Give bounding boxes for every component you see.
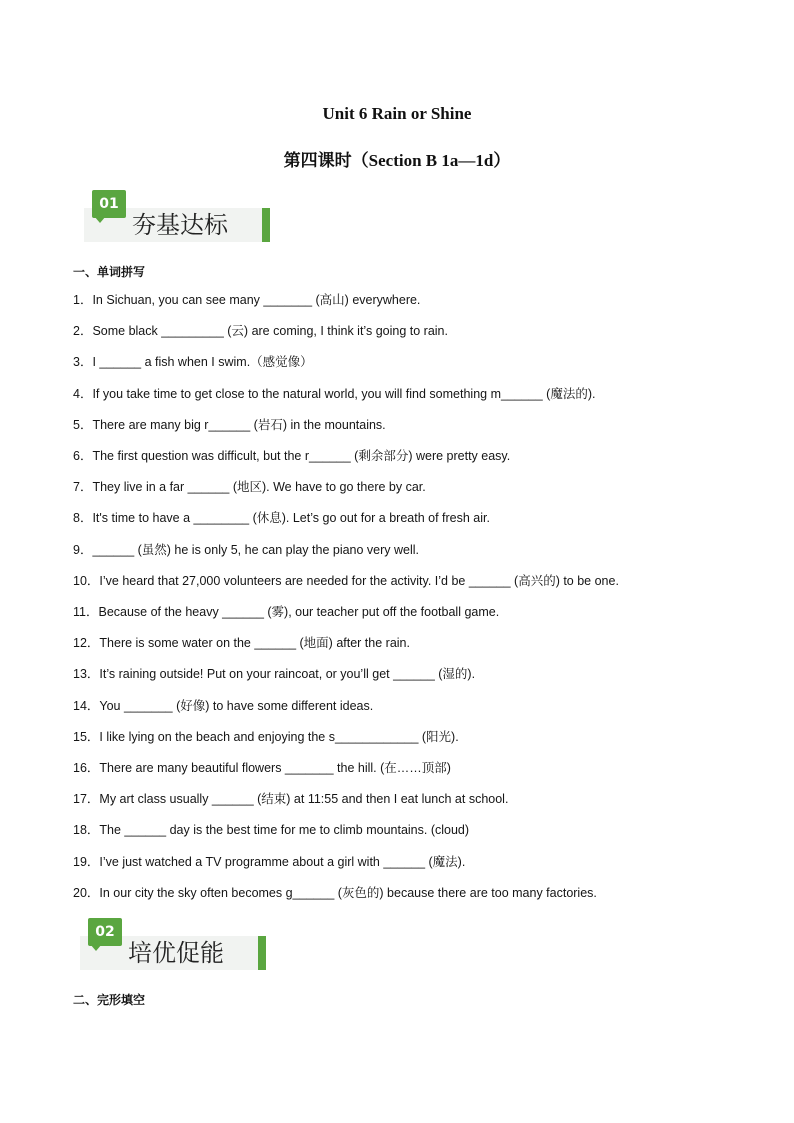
question-number: 5． bbox=[73, 417, 93, 432]
question-item bbox=[73, 290, 420, 308]
question-item bbox=[73, 602, 499, 620]
banner-accent-bar bbox=[258, 936, 266, 970]
question-item bbox=[73, 540, 419, 558]
question-text: They live in a far ______ (地区). We have to go there by car. bbox=[92, 480, 426, 495]
badge-tail bbox=[90, 944, 102, 951]
question-number: 14． bbox=[73, 698, 100, 713]
question-text: I’ve heard that 27,000 volunteers are needed for the activity. I’d be ______ (高兴的) to be one. bbox=[99, 573, 619, 588]
badge-tail bbox=[94, 216, 106, 223]
question-number: 10． bbox=[73, 573, 100, 588]
question-text: The ______ day is the best time for me to climb mountains. (cloud) bbox=[99, 823, 470, 838]
question-text: ______ (虽然) he is only 5, he can play the piano very well. bbox=[92, 542, 420, 557]
question-text: In our city the sky often becomes g______ (灰色的) because there are too many factories. bbox=[99, 885, 597, 900]
question-item bbox=[73, 446, 510, 464]
question-item bbox=[73, 664, 475, 682]
question-number: 20． bbox=[73, 885, 100, 900]
question-text: It’s raining outside! Put on your raincoat, or you’ll get ______ (湿的). bbox=[99, 667, 476, 682]
question-item bbox=[73, 758, 451, 776]
section-heading-spelling: 一、单词拼写 bbox=[73, 265, 146, 279]
question-number: 19． bbox=[73, 854, 100, 869]
question-number: 13． bbox=[73, 667, 100, 682]
question-text: In Sichuan, you can see many _______ (高山) everywhere. bbox=[92, 293, 421, 307]
question-text: You _______ (好像) to have some different ideas. bbox=[99, 698, 374, 713]
question-text: If you take time to get close to the natural world, you will find something m______ (魔法的). bbox=[92, 386, 596, 401]
question-number: 18． bbox=[73, 823, 100, 838]
question-number: 3． bbox=[73, 355, 93, 370]
question-number: 16． bbox=[73, 761, 100, 775]
question-text: Because of the heavy ______ (雾), our teacher put off the football game. bbox=[98, 605, 500, 619]
question-number: 15． bbox=[73, 729, 100, 744]
question-number: 17． bbox=[73, 792, 100, 807]
question-item bbox=[73, 415, 386, 433]
question-text: Some black _________ (云) are coming, I think it’s going to rain. bbox=[92, 324, 448, 339]
question-text: I’ve just watched a TV programme about a girl with ______ (魔法). bbox=[99, 854, 466, 869]
question-number: 12． bbox=[73, 636, 100, 651]
question-number: 4． bbox=[73, 386, 93, 401]
question-text: I like lying on the beach and enjoying the s____________ (阳光). bbox=[99, 729, 459, 744]
question-item bbox=[73, 321, 448, 339]
document-title: Unit 6 Rain or Shine bbox=[322, 104, 472, 123]
question-text: There are many beautiful flowers _______ the hill. (在……顶部) bbox=[99, 761, 451, 775]
question-number: 2． bbox=[73, 324, 93, 339]
question-item bbox=[73, 571, 619, 589]
question-item bbox=[73, 789, 508, 807]
question-item bbox=[73, 633, 410, 651]
question-text: My art class usually ______ (结束) at 11:55 and then I eat lunch at school. bbox=[99, 792, 509, 807]
question-number: 7． bbox=[73, 480, 93, 495]
question-text: I ______ a fish when I swim.（感觉像） bbox=[92, 355, 313, 370]
section-heading-cloze: 二、完形填空 bbox=[73, 993, 146, 1007]
question-number: 6． bbox=[73, 449, 93, 463]
question-text: The first question was difficult, but the r______ (剩余部分) were pretty easy. bbox=[92, 449, 511, 463]
banner-badge: 01 bbox=[92, 190, 126, 218]
question-item bbox=[73, 508, 490, 526]
section-banner-01 bbox=[84, 196, 274, 244]
question-item bbox=[73, 696, 373, 714]
banner-badge: 02 bbox=[88, 918, 122, 946]
question-item bbox=[73, 820, 469, 838]
question-text: It's time to have a ________ (休息). Let’s go out for a breath of fresh air. bbox=[92, 511, 490, 526]
question-text: There is some water on the ______ (地面) after the rain. bbox=[99, 636, 410, 651]
question-item bbox=[73, 384, 595, 402]
banner-title: 培优促能 bbox=[128, 939, 224, 967]
question-number: 9． bbox=[73, 542, 93, 557]
question-item bbox=[73, 352, 313, 370]
question-number: 8． bbox=[73, 511, 93, 526]
question-number: 11． bbox=[73, 605, 99, 619]
banner-title: 夯基达标 bbox=[132, 211, 228, 239]
question-text: There are many big r______ (岩石) in the mountains. bbox=[92, 417, 386, 432]
question-item bbox=[73, 477, 426, 495]
question-item bbox=[73, 852, 465, 870]
question-item bbox=[73, 727, 459, 745]
banner-accent-bar bbox=[262, 208, 270, 242]
lesson-subtitle: 第四课时（Section B 1a—1d） bbox=[283, 151, 511, 170]
section-banner-02 bbox=[80, 924, 270, 972]
question-number: 1． bbox=[73, 293, 93, 307]
question-item bbox=[73, 883, 597, 901]
